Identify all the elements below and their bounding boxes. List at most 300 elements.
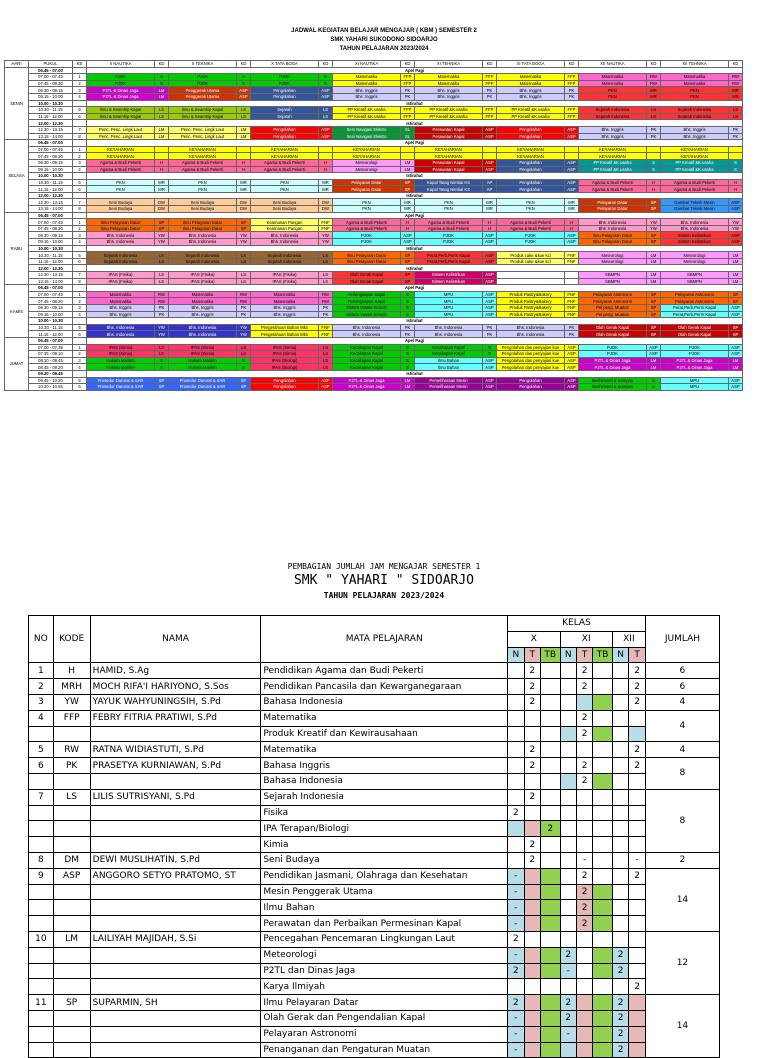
schedule-subject: P2TL & Dinas Jaga xyxy=(661,357,729,364)
schedule-time: 11.15 - 12.00 xyxy=(29,331,73,338)
hours-value xyxy=(593,773,613,789)
schedule-teacher-code: MR xyxy=(483,206,497,213)
schedule-teacher-code: LM xyxy=(729,357,743,364)
schedule-teacher-code: PK xyxy=(155,311,169,318)
hours-kode: H xyxy=(53,663,90,679)
schedule-subject: Ilmu & Seamhip Kapal xyxy=(87,113,155,120)
schedule-teacher-code: PK xyxy=(401,87,415,94)
schedule-subject: IPAS (Kimia) xyxy=(251,344,319,351)
schedule-time: 09.20 - 09.45 xyxy=(29,370,73,377)
schedule-time: 06.45 - 07.00 xyxy=(29,140,73,147)
hours-row xyxy=(29,900,720,916)
hours-value xyxy=(540,663,560,679)
schedule-subject: Penggerak Utama xyxy=(169,93,237,100)
schedule-teacher-code: LM xyxy=(401,159,415,166)
hours-value xyxy=(593,868,613,884)
hours-value: 2 xyxy=(629,868,646,884)
schedule-row xyxy=(5,225,743,232)
schedule-break-row xyxy=(5,245,743,252)
schedule-subject: Sejarah Indonesia xyxy=(251,258,319,265)
schedule-subject: Agama & Budi Pekerti xyxy=(251,166,319,173)
hours-no xyxy=(29,773,54,789)
hours-value xyxy=(560,742,576,758)
schedule-teacher-code: ASP xyxy=(483,291,497,298)
hours-value xyxy=(508,979,524,995)
schedule-header-cell: X TATA BOGA xyxy=(251,61,319,68)
hours-value xyxy=(508,837,524,853)
schedule-subject: Pengolahan xyxy=(497,186,565,193)
hours-value xyxy=(629,995,646,1011)
schedule-teacher-code: H xyxy=(647,179,661,186)
schedule-subject: Ilmu Pelayaran Datar xyxy=(579,232,647,239)
schedule-subject: Pengolahan xyxy=(497,166,565,173)
schedule-subject: Agama & Budi Pekerti xyxy=(579,179,647,186)
hours-no: 6 xyxy=(29,758,54,774)
schedule-row xyxy=(5,291,743,298)
hours-kode xyxy=(53,1042,90,1058)
schedule-header-cell: XII TEHNIKA xyxy=(661,61,729,68)
schedule-subject: Bhs. Inggris xyxy=(169,304,237,311)
schedule-subject: Pengetahuan Bahan Mkn xyxy=(251,324,319,331)
schedule-ke: 3 xyxy=(73,87,87,94)
schedule-teacher-code: MR xyxy=(647,87,661,94)
hours-value xyxy=(612,663,628,679)
schedule-time: 06.45 - 07.00 xyxy=(29,212,73,219)
schedule-teacher-code: S xyxy=(155,357,169,364)
hours-row xyxy=(29,837,720,853)
schedule-teacher-code: ASP xyxy=(483,364,497,371)
schedule-break-row xyxy=(5,67,743,74)
schedule-subject: Meteorologi xyxy=(661,252,729,259)
schedule-teacher-code: LS xyxy=(237,351,251,358)
hours-value xyxy=(576,837,592,853)
hours-value xyxy=(508,852,524,868)
schedule-teacher-code: YW xyxy=(729,225,743,232)
schedule-teacher-code: DW xyxy=(319,206,333,213)
schedule-teacher-code: PK xyxy=(237,304,251,311)
hours-value xyxy=(560,773,576,789)
schedule-ke: 4 xyxy=(73,364,87,371)
hours-value: 2 xyxy=(612,1042,628,1058)
hours-value: 2 xyxy=(629,742,646,758)
col-xii-n: N xyxy=(612,647,628,663)
hours-value xyxy=(593,805,613,821)
hours-value xyxy=(593,679,613,695)
schedule-teacher-code: LM xyxy=(647,364,661,371)
schedule-teacher-code: LM xyxy=(647,258,661,265)
hours-no: 11 xyxy=(29,995,54,1011)
hours-nama: YAYUK WAHYUNINGSIH, S.Pd xyxy=(90,694,261,710)
schedule-subject: Perawatan Kapal xyxy=(415,159,483,166)
schedule-teacher-code: RW xyxy=(729,74,743,81)
hours-value: - xyxy=(508,947,524,963)
hours-value xyxy=(629,900,646,916)
schedule-time: 07.00 - 07.35 xyxy=(29,344,73,351)
schedule-teacher-code: PK xyxy=(401,331,415,338)
hours-value xyxy=(612,773,628,789)
hours-value xyxy=(576,947,592,963)
schedule-subject: Seni Budaya xyxy=(251,206,319,213)
hours-value: - xyxy=(508,900,524,916)
hours-value: 2 xyxy=(612,1026,628,1042)
schedule-subject: Penc. Penc. Lingk Laut xyxy=(87,133,155,140)
hours-value xyxy=(524,884,540,900)
hours-value xyxy=(629,805,646,821)
schedule-time: 10.00 - 10.30 xyxy=(29,318,73,325)
schedule-teacher-code: ASP xyxy=(565,351,579,358)
schedule-break-label: Istirahat xyxy=(87,370,743,377)
hours-value xyxy=(593,1026,613,1042)
schedule-teacher-code: ASP xyxy=(729,232,743,239)
hours-value xyxy=(508,694,524,710)
schedule-subject: P2TL & Dinas Jaga xyxy=(333,377,401,384)
hours-mapel: Meteorologi xyxy=(261,947,508,963)
schedule-teacher-code: LS xyxy=(319,107,333,114)
schedule-subject: Ilmu Bahan xyxy=(415,364,483,371)
schedule-ke xyxy=(73,67,87,74)
schedule-teacher-code: SP xyxy=(237,219,251,226)
schedule-subject: PP Kreatif &K.usaha xyxy=(415,113,483,120)
schedule-header-cell: KE xyxy=(73,61,87,68)
schedule-row xyxy=(5,113,743,120)
schedule-teacher-code: MR xyxy=(237,186,251,193)
col-kode: KODE xyxy=(53,616,90,663)
schedule-subject: KEYAHARIAN xyxy=(661,153,729,160)
schedule-teacher-code: SP xyxy=(647,298,661,305)
schedule-subject: MPU xyxy=(415,298,483,305)
schedule-ke xyxy=(73,212,87,219)
hours-value xyxy=(560,884,576,900)
schedule-row xyxy=(5,146,743,153)
schedule-subject: Bhs. Indonesia xyxy=(661,219,729,226)
schedule-teacher-code: LS xyxy=(237,252,251,259)
schedule-subject: Sistem Vessel Kmndo xyxy=(333,304,401,311)
schedule-teacher-code: LS xyxy=(237,113,251,120)
schedule-time: 11.15 - 12.00 xyxy=(29,113,73,120)
schedule-subject: Agama & Budi Pekerti xyxy=(87,166,155,173)
hours-value xyxy=(629,1042,646,1058)
schedule-subject xyxy=(497,272,565,279)
schedule-subject: Kecakapan Kapal xyxy=(415,344,483,351)
hours-kode xyxy=(53,979,90,995)
schedule-teacher-code: ASP xyxy=(565,344,579,351)
hours-nama xyxy=(90,821,261,837)
hours-value: - xyxy=(508,1042,524,1058)
hours-no xyxy=(29,821,54,837)
schedule-teacher-code: ASP xyxy=(565,357,579,364)
schedule-teacher-code: DW xyxy=(155,199,169,206)
schedule-teacher-code: FNF xyxy=(565,291,579,298)
schedule-subject: Ilmu Pelayaran Datar xyxy=(87,225,155,232)
hours-kode: DM xyxy=(53,852,90,868)
schedule-subject: Agama & Budi Pekerti xyxy=(87,159,155,166)
hours-nama: ANGGORO SETYO PRATOMO, ST xyxy=(90,868,261,884)
schedule-header-cell: KD xyxy=(237,61,251,68)
schedule-subject: Pengolahan xyxy=(497,133,565,140)
schedule-subject: Seni Budaya xyxy=(87,199,155,206)
schedule-subject: Kecakapan Kapal xyxy=(415,351,483,358)
schedule-subject: Ilmu Pelayaran Datar xyxy=(169,219,237,226)
schedule-subject: IPAS (Kimia) xyxy=(251,351,319,358)
schedule-subject: Hukum Maritim xyxy=(87,357,155,364)
hours-value xyxy=(524,1026,540,1042)
schedule-teacher-code: ASP xyxy=(729,351,743,358)
schedule-subject: PP Kreatif &K.usaha xyxy=(661,159,729,166)
hours-row xyxy=(29,979,720,995)
schedule-subject: Bhs. Indonesia xyxy=(497,324,565,331)
hours-mapel: Pendidikan Agama dan Budi Pekerti xyxy=(261,663,508,679)
schedule-subject: Agama & Budi Pekerti xyxy=(169,159,237,166)
schedule-subject: Olah Gerak Kapal xyxy=(579,331,647,338)
schedule-subject: Produk Pastry&Bakery xyxy=(497,311,565,318)
hours-value xyxy=(508,742,524,758)
schedule-teacher-code: ASP xyxy=(729,377,743,384)
schedule-subject: Ilmu Pelayaran Datar xyxy=(333,258,401,265)
hours-row xyxy=(29,789,720,805)
schedule-time: 08.30 - 09.15 xyxy=(29,232,73,239)
hours-mapel: Karya Ilmiyah xyxy=(261,979,508,995)
schedule-teacher-code: SP xyxy=(729,331,743,338)
schedule-row xyxy=(5,311,743,318)
hours-value: 2 xyxy=(524,852,540,868)
hours-nama: SUPARMIN, SH xyxy=(90,995,261,1011)
schedule-ke: 2 xyxy=(73,153,87,160)
schedule-teacher-code: YW xyxy=(155,239,169,246)
hours-value: 2 xyxy=(524,789,540,805)
schedule-subject: SBMPN xyxy=(661,278,729,285)
hours-row xyxy=(29,821,720,837)
schedule-teacher-code: SP xyxy=(729,291,743,298)
schedule-subject: Matematika xyxy=(333,80,401,87)
schedule-break-label: Istirahat xyxy=(87,100,743,107)
schedule-subject: Bhs. Inggris xyxy=(661,126,729,133)
schedule-ke: 1 xyxy=(73,344,87,351)
hours-value xyxy=(560,979,576,995)
hours-value: 2 xyxy=(576,868,592,884)
schedule-subject: PKN xyxy=(251,186,319,193)
schedule-teacher-code: RW xyxy=(155,298,169,305)
schedule-subject: Pengolahan xyxy=(497,377,565,384)
schedule-subject: MPU xyxy=(415,304,483,311)
schedule-teacher-code: S xyxy=(237,80,251,87)
schedule-subject: Sejarah Indonesia xyxy=(661,107,729,114)
schedule-teacher-code xyxy=(237,153,251,160)
schedule-row xyxy=(5,74,743,81)
schedule-subject: Pengolahan xyxy=(251,133,319,140)
schedule-teacher-code: H xyxy=(155,166,169,173)
schedule-subject: PJOK xyxy=(579,351,647,358)
schedule-subject: PJOK xyxy=(169,74,237,81)
hours-value: 2 xyxy=(508,963,524,979)
hours-value: 2 xyxy=(629,979,646,995)
schedule-teacher-code: ASP xyxy=(483,298,497,305)
schedule-break-label: Istirahat xyxy=(87,318,743,325)
schedule-teacher-code: ASP xyxy=(565,166,579,173)
schedule-time: 08.30 - 09.15 xyxy=(29,87,73,94)
schedule-teacher-code: LS xyxy=(155,107,169,114)
hours-value xyxy=(560,789,576,805)
schedule-subject: IPAS (Biologi) xyxy=(251,357,319,364)
hours-value xyxy=(540,805,560,821)
schedule-subject: Bhs. Inggris xyxy=(579,126,647,133)
schedule-time: 08.45 - 09.20 xyxy=(29,364,73,371)
schedule-teacher-code: S xyxy=(647,384,661,391)
schedule-subject xyxy=(497,278,565,285)
hours-value xyxy=(593,694,613,710)
schedule-teacher-code: SP xyxy=(647,206,661,213)
schedule-subject: PJOK xyxy=(333,232,401,239)
hours-value xyxy=(524,773,540,789)
schedule-teacher-code: RW xyxy=(155,291,169,298)
hours-value xyxy=(540,900,560,916)
schedule-subject: Agama & Budi Pekerti xyxy=(333,225,401,232)
schedule-subject: Meteorologi xyxy=(661,258,729,265)
schedule-teacher-code: SP xyxy=(647,331,661,338)
hours-kode xyxy=(53,963,90,979)
schedule-header-cell: KD xyxy=(483,61,497,68)
schedule-subject: Prosedur Darurat & SAR xyxy=(87,384,155,391)
schedule-day-label: SELASA xyxy=(5,140,29,213)
hours-mapel: IPA Terapan/Biologi xyxy=(261,821,508,837)
schedule-day-label: RABU xyxy=(5,212,29,285)
schedule-header-cell: HARI xyxy=(5,61,29,68)
schedule-subject: MPU xyxy=(661,384,729,391)
hours-value xyxy=(540,963,560,979)
schedule-table xyxy=(4,60,743,391)
hours-value xyxy=(540,773,560,789)
schedule-teacher-code: H xyxy=(319,166,333,173)
hours-value xyxy=(576,979,592,995)
schedule-time: 12.30 - 13.15 xyxy=(29,272,73,279)
schedule-time: 09.15 - 10.00 xyxy=(29,311,73,318)
schedule-teacher-code: PK xyxy=(319,304,333,311)
hours-no xyxy=(29,805,54,821)
hours-row xyxy=(29,710,720,726)
schedule-subject: Sejarah Indonesia xyxy=(579,107,647,114)
hours-value xyxy=(524,995,540,1011)
col-kelas: KELAS xyxy=(508,616,646,632)
hours-value: - xyxy=(629,852,646,868)
hours-no: 10 xyxy=(29,931,54,947)
hours-value: - xyxy=(560,1026,576,1042)
schedule-time: 10.00 - 10.30 xyxy=(29,173,73,180)
schedule-subject: Pengolahan xyxy=(497,159,565,166)
schedule-header-cell: XI TEHNIKA xyxy=(415,61,483,68)
hours-value: 2 xyxy=(576,900,592,916)
schedule-subject: Prosedur Darurat & SAR xyxy=(169,377,237,384)
schedule-subject: Agama & Budi Pekerti xyxy=(497,225,565,232)
schedule-teacher-code: YW xyxy=(647,219,661,226)
schedule-teacher-code: LS xyxy=(155,351,169,358)
schedule-subject: Bhs. Inggris xyxy=(251,311,319,318)
schedule-subject: Penc. Penc. Lingk Laut xyxy=(169,126,237,133)
schedule-teacher-code: MR xyxy=(729,87,743,94)
hours-value xyxy=(524,726,540,742)
hours-value: 2 xyxy=(508,805,524,821)
schedule-subject: Bhs. Indonesia xyxy=(661,225,729,232)
schedule-subject: Ilmu Bahan xyxy=(415,357,483,364)
hours-nama: MOCH RIFA'I HARIYONO, S.Sos xyxy=(90,679,261,695)
hours-value xyxy=(629,963,646,979)
schedule-teacher-code: SL xyxy=(401,133,415,140)
schedule-teacher-code: MR xyxy=(155,179,169,186)
hours-value xyxy=(576,1026,592,1042)
schedule-time: 06.45 - 07.00 xyxy=(29,285,73,292)
hours-value xyxy=(524,710,540,726)
schedule-teacher-code: SP xyxy=(647,304,661,311)
schedule-teacher-code: S xyxy=(401,304,415,311)
schedule-ke: 3 xyxy=(73,304,87,311)
schedule-row xyxy=(5,278,743,285)
schedule-teacher-code: S xyxy=(729,159,743,166)
hours-no: 8 xyxy=(29,852,54,868)
hours-value xyxy=(508,710,524,726)
schedule-teacher-code: MR xyxy=(155,186,169,193)
schedule-subject: Perawatan Kapal xyxy=(415,126,483,133)
schedule-subject: Bhs. Inggris xyxy=(415,93,483,100)
schedule-teacher-code: FNF xyxy=(565,252,579,259)
schedule-teacher-code: PK xyxy=(647,126,661,133)
schedule-subject: PJOK xyxy=(661,344,729,351)
schedule-teacher-code: LM xyxy=(155,133,169,140)
hours-no: 2 xyxy=(29,679,54,695)
schedule-teacher-code: MR xyxy=(401,206,415,213)
schedule-subject: Produk cake &kue kcl xyxy=(497,258,565,265)
schedule-subject: PKN xyxy=(87,179,155,186)
schedule-row xyxy=(5,331,743,338)
schedule-ke: 5 xyxy=(73,377,87,384)
schedule-teacher-code: ASP xyxy=(483,278,497,285)
schedule-teacher-code: S xyxy=(401,344,415,351)
hours-value: 2 xyxy=(612,1010,628,1026)
schedule-subject: MPU xyxy=(415,291,483,298)
hours-mapel: Bahasa Inggris xyxy=(261,758,508,774)
schedule-teacher-code: LM xyxy=(647,278,661,285)
schedule-subject: KEYAHARIAN xyxy=(87,146,155,153)
schedule-teacher-code: S xyxy=(401,291,415,298)
schedule-day-label: SENIN xyxy=(5,67,29,140)
schedule-teacher-code: LS xyxy=(155,278,169,285)
col-xi-t: T xyxy=(576,647,592,663)
schedule-break-label: Apel Pagi xyxy=(87,212,743,219)
schedule-row xyxy=(5,324,743,331)
schedule-teacher-code: PK xyxy=(237,311,251,318)
schedule-ke: 5 xyxy=(73,179,87,186)
schedule-time: 13.15 - 14.00 xyxy=(29,133,73,140)
hours-kode xyxy=(53,900,90,916)
col-xi-n: N xyxy=(560,647,576,663)
schedule-teacher-code: H xyxy=(155,159,169,166)
schedule-header-cell: XII NAUTIKA xyxy=(579,61,647,68)
schedule-teacher-code: H xyxy=(237,166,251,173)
schedule-teacher-code xyxy=(729,153,743,160)
hours-nama xyxy=(90,1026,261,1042)
schedule-subject: KEYAHARIAN xyxy=(661,146,729,153)
schedule-subject: Bhs. Indonesia xyxy=(415,324,483,331)
schedule-teacher-code: PK xyxy=(483,93,497,100)
hours-value xyxy=(612,868,628,884)
schedule-teacher-code: SP xyxy=(155,225,169,232)
schedule-subject: KEYAHARIAN xyxy=(169,146,237,153)
schedule-row xyxy=(5,304,743,311)
schedule-subject: Sistem Kelistrikan xyxy=(661,232,729,239)
schedule-subject: IPAS (Fisika) xyxy=(251,278,319,285)
schedule-teacher-code: SP xyxy=(237,384,251,391)
hours-value: - xyxy=(508,868,524,884)
schedule-teacher-code: DW xyxy=(319,199,333,206)
schedule-break-label: Apel Pagi xyxy=(87,337,743,344)
hours-nama xyxy=(90,947,261,963)
